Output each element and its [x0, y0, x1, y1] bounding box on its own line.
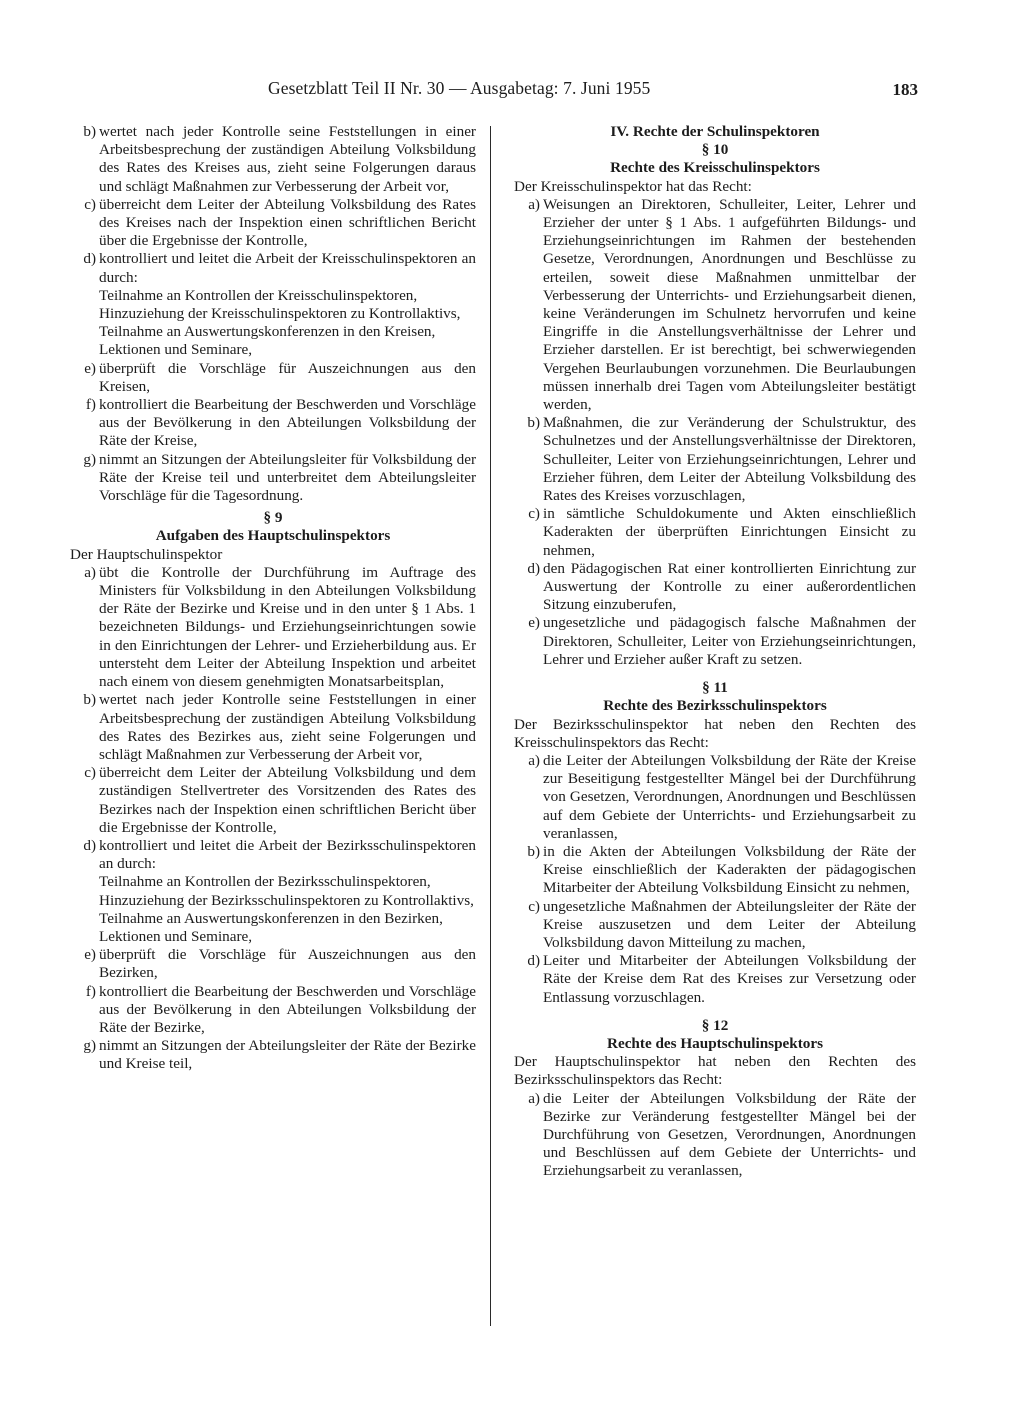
item-label: b) [527, 414, 540, 432]
list-item [514, 898, 916, 953]
item-text: überprüft die Vorschläge für Auszeichnungen aus den Bezirken, [99, 946, 476, 982]
list-item [514, 560, 916, 615]
right-column [514, 123, 916, 1181]
item-label: b) [527, 842, 540, 860]
item-label: c) [528, 505, 540, 523]
item-label: g) [83, 450, 96, 468]
list-item [70, 451, 476, 506]
item-text: überreicht dem Leiter der Abteilung Volksbildung und dem zuständigen Stellvertreter des Vorsitzenden des Rates des Bezirkes nach der Inspektion einen schriftlichen Bericht über die Ergebnisse der Kontrolle, [99, 764, 476, 836]
item-label: g) [83, 1037, 96, 1055]
item-text: überprüft die Vorschläge für Auszeichnungen aus den Kreisen, [99, 359, 476, 395]
gazette-header-title: Gesetzblatt Teil II Nr. 30 — Ausgabetag: 7. Juni 1955 [268, 78, 651, 98]
list-item [70, 837, 476, 873]
sub-list [70, 873, 476, 946]
item-text: kontrolliert die Bearbeitung der Beschwerden und Vorschläge aus der Bevölkerung in den Abteilungen Volksbildung der Räte der Kreise, [99, 396, 476, 450]
list-item [70, 946, 476, 982]
sub-list-item: Hinzuziehung der Kreisschulinspektoren zu Kontrollaktivs, [99, 305, 461, 323]
item-label: c) [528, 897, 540, 915]
item-text: kontrolliert und leitet die Arbeit der Kreisschulinspektoren an durch: [99, 250, 476, 286]
item-text: übt die Kontrolle der Durchführung im Auftrage des Ministers für Volksbildung in den Abteilungen Volksbildung der Räte der Bezirke und Kreise und in den unter § 1 Abs. 1 bezeichneten Bildungs- und Erziehungseinrichtungen sowie in den Einrichtungen der Lehrer- und Erzieherbildung aus. Er untersteht dem Leiter der Abteilung Inspektion und arbeitet nach einem von diesem genehmigten Monatsarbeitsplan, [99, 563, 476, 691]
item-label: e) [528, 614, 540, 632]
section-intro: Der Bezirksschulinspektor hat neben den Rechten des Kreisschulinspektors das Recht: [514, 715, 916, 751]
item-label: d) [83, 836, 96, 854]
sub-list-item: Lektionen und Seminare, [99, 927, 253, 945]
list-item [70, 123, 476, 196]
section-number: § 9 [263, 509, 283, 527]
sub-list-item: Teilnahme an Kontrollen der Kreisschulinspektoren, [99, 286, 418, 304]
section-number: § 11 [702, 679, 728, 697]
sub-list [70, 287, 476, 360]
item-label: b) [83, 123, 96, 140]
sub-list-item: Teilnahme an Auswertungskonferenzen in den Bezirken, [99, 909, 443, 927]
list-item [70, 764, 476, 837]
item-text: wertet nach jeder Kontrolle seine Feststellungen in einer Arbeitsbesprechung der zuständigen Abteilung Volksbildung des Rates des Kreises aus, zieht seine Folgerungen daraus und schlägt Maßnahmen zur Verbesserung der Arbeit vor, [99, 123, 476, 195]
item-text: ungesetzliche und pädagogisch falsche Maßnahmen der Direktoren, Schulleiter, Leiter von Erziehungseinrichtungen, Lehrer und Erzieher außer Kraft zu setzen. [543, 614, 916, 668]
list-item [514, 614, 916, 669]
list-item [70, 983, 476, 1038]
section-number: § 10 [701, 141, 729, 159]
list-item [514, 1090, 916, 1181]
sub-list-item: Teilnahme an Auswertungskonferenzen in den Kreisen, [99, 323, 436, 341]
item-label: f) [85, 982, 96, 1000]
sub-list-item: Teilnahme an Kontrollen der Bezirksschulinspektoren, [99, 873, 431, 891]
item-label: a) [528, 195, 540, 213]
item-label: c) [84, 195, 96, 213]
item-label: d) [527, 952, 540, 970]
item-text: ungesetzliche Maßnahmen der Abteilungsleiter der Räte der Kreise auszusetzen und dem Leiter der Abteilung Volksbildung davon Mitteilung zu machen, [543, 897, 916, 951]
item-text: den Pädagogischen Rat einer kontrollierten Einrichtung zur Auswertung der Kontrolle zu einer außerordentlichen Sitzung einzuberufen, [543, 559, 916, 614]
list-item [70, 564, 476, 691]
item-label: a) [528, 1089, 540, 1107]
item-text: die Leiter der Abteilungen Volksbildung der Räte der Bezirke zur Veränderung festgestellter Mängel bei der Durchführung von Gesetzen, Verordnungen, Anordnungen und Beschlüssen auf dem Gebiete der Unterrichts- und Erziehungsarbeit zu veranlassen, [543, 1089, 916, 1180]
section-title: Rechte des Bezirksschulinspektors [603, 697, 827, 715]
section-title: Rechte des Kreisschulinspektors [610, 159, 820, 177]
list-item [514, 952, 916, 1007]
section-title: Aufgaben des Hauptschulinspektors [155, 527, 391, 545]
item-text: nimmt an Sitzungen der Abteilungsleiter der Räte der Bezirke und Kreise teil, [99, 1037, 476, 1073]
item-text: nimmt an Sitzungen der Abteilungsleiter für Volksbildung der Räte der Kreise teil und unterbreitet dem Abteilungsleiter Vorschläge für die Tagesordnung. [99, 450, 476, 505]
page-number: 183 [892, 80, 918, 99]
item-label: a) [528, 751, 540, 769]
list-item [514, 414, 916, 505]
chapter-title: IV. Rechte der Schulinspektoren [610, 123, 820, 140]
list-item [514, 196, 916, 414]
list-item [514, 752, 916, 843]
item-label: f) [85, 396, 96, 414]
item-label: e) [84, 946, 96, 964]
list-item [70, 691, 476, 764]
item-text: in die Akten der Abteilungen Volksbildung der Räte der Kreise einschließlich der Kaderakten der pädagogischen Mitarbeiter der Abteilung Volksbildung Einsicht zu nehmen, [543, 842, 916, 897]
item-label: d) [527, 559, 540, 577]
item-text: die Leiter der Abteilungen Volksbildung der Räte der Kreise zur Beseitigung festgestellter Mängel bei der Durchführung von Gesetzen, Verordnungen, Anordnungen und Beschlüssen auf dem Gebiete der Unterrichts- und Erziehungsarbeit zu veranlassen, [543, 751, 916, 842]
sub-list-item: Hinzuziehung der Bezirksschulinspektoren zu Kontrollaktivs, [99, 891, 474, 909]
item-label: c) [84, 764, 96, 782]
left-column [70, 123, 476, 1074]
item-text: Leiter und Mitarbeiter der Abteilungen Volksbildung der Räte der Kreise dem Rat des Kreises zur Versetzung oder Entlassung vorzuschlagen. [543, 952, 916, 1006]
list-item [514, 843, 916, 898]
list-item [70, 360, 476, 396]
sub-list-item: Lektionen und Seminare, [99, 341, 253, 359]
item-text: überreicht dem Leiter der Abteilung Volksbildung des Rates des Kreises nach der Inspektion einen schriftlichen Bericht über die Ergebnisse der Kontrolle, [99, 195, 476, 250]
list-item [70, 1037, 476, 1073]
section-number: § 12 [701, 1016, 729, 1034]
column-divider [490, 126, 491, 1326]
item-text: kontrolliert die Bearbeitung der Beschwerden und Vorschläge aus der Bevölkerung in den Abteilungen Volksbildung der Räte der Bezirke, [99, 982, 476, 1036]
section-intro: Der Hauptschulinspektor [70, 545, 223, 563]
item-text: Maßnahmen, die zur Veränderung der Schulstruktur, des Schulnetzes und der Anstellungsverhältnisse der Direktoren, Schulleiter, Leiter von Erziehungseinrichtungen, Lehrer und Erzieher führen, dem Leiter der Abteilung Volksbildung des Rates des Kreises vorzuschlagen, [543, 414, 916, 505]
list-item [70, 250, 476, 286]
page-header [268, 78, 918, 102]
section-intro: Der Hauptschulinspektor hat neben den Rechten des Bezirksschulinspektors das Recht: [514, 1053, 916, 1089]
item-text: kontrolliert und leitet die Arbeit der Bezirksschulinspektoren an durch: [99, 836, 476, 873]
item-text: Weisungen an Direktoren, Schulleiter, Leiter, Lehrer und Erzieher der unter § 1 Abs. 1 aufgeführten Bildungs- und Erziehungseinrichtungen im Rahmen der bestehenden Gesetze, Verordnungen, Anordnungen und Beschlüsse zu erteilen, soweit diese Maßnahmen unmittelbar der Verbesserung der Unterrichts- und Erziehungsarbeit dienen, keine Veränderungen im Schulnetz hervorrufen und keine Eingriffe in die Anstellungsverhältnisse der Lehrer und Erzieher darstellen. Er ist berechtigt, bei schwerwiegenden Vergehen Beurlaubungen vorzunehmen. Die Beurlaubungen müssen innerhalb drei Tagen vom Abteilungsleiter bestätigt werden, [543, 195, 916, 414]
section-intro: Der Kreisschulinspektor hat das Recht: [514, 177, 752, 195]
item-label: a) [84, 563, 96, 581]
section-title: Rechte des Hauptschulinspektors [606, 1034, 824, 1052]
list-item [514, 505, 916, 560]
item-label: d) [83, 250, 96, 268]
item-label: e) [84, 359, 96, 377]
item-text: in sämtliche Schuldokumente und Akten einschließlich Kaderakten der überprüften Einrichtungen Einsicht zu nehmen, [543, 505, 916, 559]
list-item [70, 196, 476, 251]
list-item [70, 396, 476, 451]
item-text: wertet nach jeder Kontrolle seine Feststellungen in einer Arbeitsbesprechung der zuständigen Abteilung Volksbildung des Rates des Bezirkes aus, zieht seine Folgerungen und schlägt Maßnahmen zur Verbesserung der Arbeit vor, [99, 691, 476, 763]
item-label: b) [83, 691, 96, 709]
